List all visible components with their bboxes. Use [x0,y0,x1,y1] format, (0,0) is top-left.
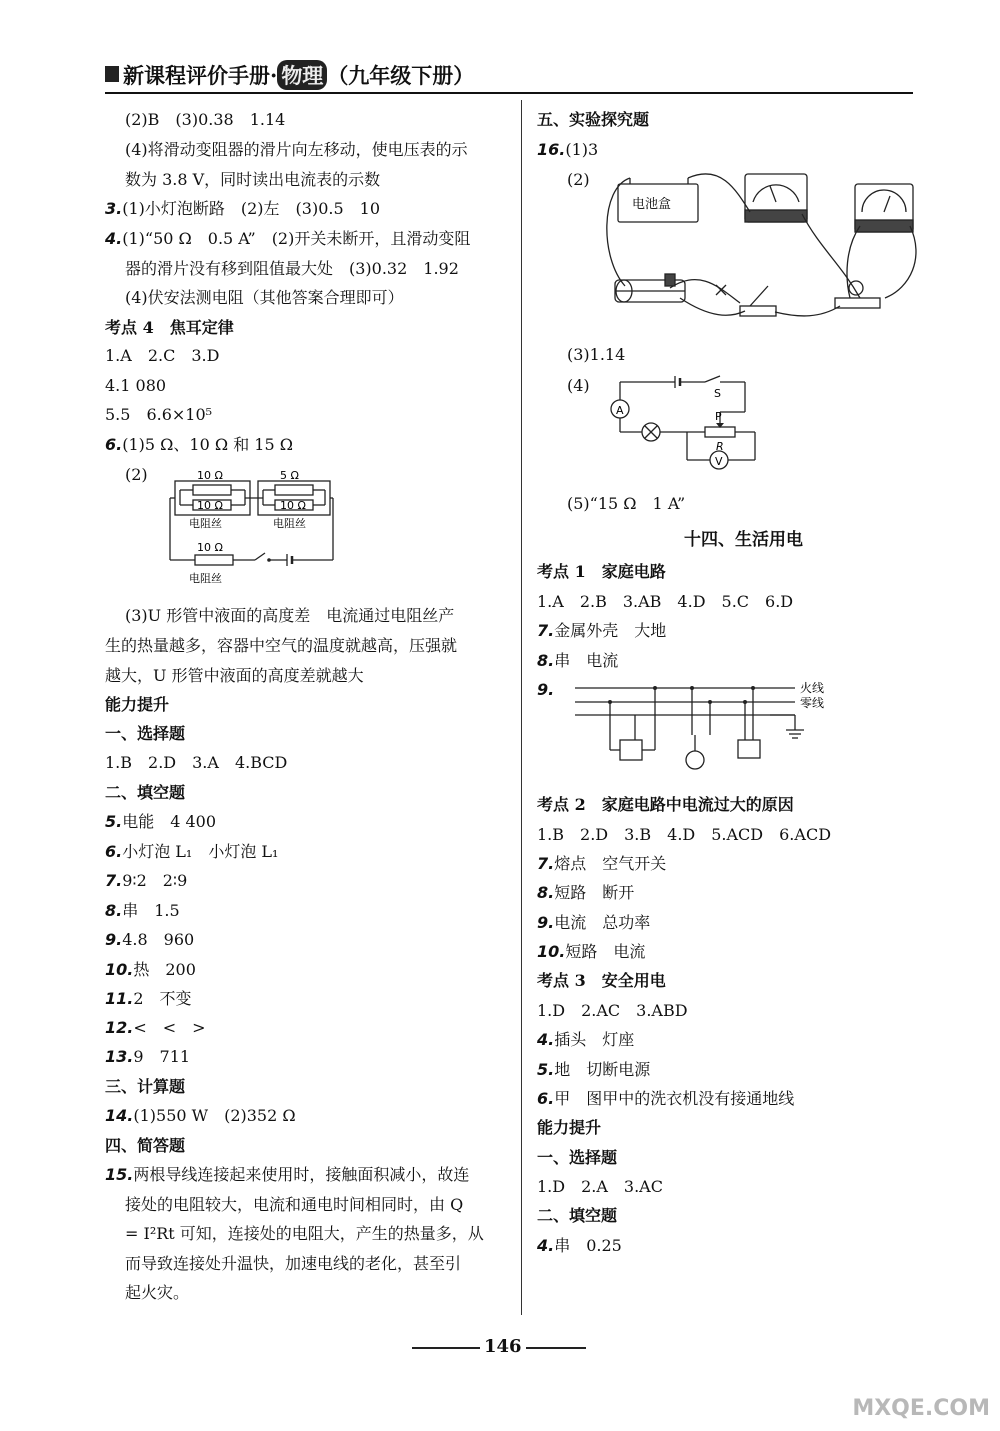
book-icon [105,66,119,82]
schematic-diagram [605,372,765,482]
section-heading: 考点 4 焦耳定律 [105,318,234,337]
section-heading: 二、填空题 [537,1206,618,1225]
answer-line: 1.A 2.B 3.AB 4.D 5.C 6.D [537,592,794,611]
resistor-label: 5 Ω [280,469,299,482]
voltmeter-symbol: V [715,455,723,468]
answer-line: 6.小灯泡 L₁ 小灯泡 L₁ [105,842,279,861]
text-line: 数为 3.8 V，同时读出电流表的示数 [125,170,381,189]
subject-badge: 物理 [277,60,327,90]
watermark: MXQE.COM [852,1396,990,1421]
answer-line: 8.短路 断开 [537,883,635,902]
answer-line: 5.电能 4 400 [105,812,217,831]
page-footer [0,1330,1000,1370]
answer-line: 10.热 200 [105,960,196,979]
section-heading: 四、简答题 [105,1136,186,1155]
text-line: (3)U 形管中液面的高度差 电流通过电阻丝产 [125,606,455,625]
section-heading: 能力提升 [105,695,170,714]
live-wire-label: 火线 [800,681,825,695]
text-line: (4) [567,376,590,395]
text-line: (5)“15 Ω 1 A” [567,494,686,513]
text-line: (3)1.14 [567,345,626,364]
column-divider [521,100,522,1315]
answer-line: 11.2 不变 [105,989,192,1008]
answer-line: 3.(1)小灯泡断路 (2)左 (3)0.5 10 [105,199,381,218]
section-heading: 考点 3 安全用电 [537,971,666,990]
header-rule [105,92,913,94]
text-line: 接处的电阻较大，电流和通电时间相同时，由 Q [125,1195,464,1214]
footer-decoration [526,1347,586,1349]
page-header [105,60,905,92]
answer-line: 1.A 2.C 3.D [105,346,220,365]
text-line: 器的滑片没有移到阻值最大处 (3)0.32 1.92 [125,259,459,278]
text-line: (2) [567,170,590,189]
page-number: 146 [484,1336,522,1357]
joule-circuit-diagram [165,458,335,588]
answer-line: 1.B 2.D 3.B 4.D 5.ACD 6.ACD [537,825,832,844]
wire-label: 电阻丝 [189,572,222,585]
text-line: (2) [125,465,148,484]
answer-line: 9.4.8 960 [105,930,195,949]
text-line: 越大，U 形管中液面的高度差就越大 [105,666,364,685]
text-line: (2)B (3)0.38 1.14 [125,110,286,129]
text-line: = I²Rt 可知，连接处的电阻大，产生的热量多，从 [125,1224,484,1243]
answer-line: 1.D 2.A 3.AC [537,1177,663,1196]
footer-decoration [412,1347,480,1349]
answer-line: 7.金属外壳 大地 [537,621,667,640]
answer-line: 4.插头 灯座 [537,1030,635,1049]
text-line: (4)伏安法测电阻（其他答案合理即可） [125,288,404,307]
answer-line: 6.甲 图甲中的洗衣机没有接通地线 [537,1089,795,1108]
header-title: 新课程评价手册· 物理 （九年级下册） [123,60,474,90]
section-heading: 二、填空题 [105,783,186,802]
answer-line: 9.电流 总功率 [537,913,651,932]
wire-label: 电阻丝 [189,517,222,530]
answer-line: 4.串 0.25 [537,1236,622,1255]
answer-line: 14.(1)550 W (2)352 Ω [105,1106,296,1125]
section-heading: 考点 1 家庭电路 [537,562,666,581]
rheostat-label: R [716,440,724,453]
experiment-circuit-diagram [610,168,920,338]
answer-line: 4.1 080 [105,376,167,395]
answer-line: 6.(1)5 Ω、10 Ω 和 15 Ω [105,435,294,454]
answer-line: 5.5 6.6×10⁵ [105,405,213,424]
answer-line: 16.(1)3 [537,140,599,159]
section-heading: 一、选择题 [537,1148,618,1167]
answer-line: 5.地 切断电源 [537,1060,651,1079]
answer-line: 1.B 2.D 3.A 4.BCD [105,753,288,772]
answer-line: 12.< < > [105,1018,206,1037]
resistor-label: 10 Ω [197,541,223,554]
household-wiring-diagram [570,680,850,775]
answer-line: 7.9∶2 2∶9 [105,871,188,890]
resistor-label: 10 Ω [197,499,223,512]
answer-line: 10.短路 电流 [537,942,646,961]
section-heading: 一、选择题 [105,724,186,743]
text-line: 而导致连接处升温快，加速电线的老化，甚至引 [125,1254,462,1273]
answer-line: 13.9 711 [105,1047,191,1066]
answer-line: 7.熔点 空气开关 [537,854,667,873]
chapter-heading: 十四、生活用电 [684,530,803,550]
ammeter-symbol: A [616,404,624,417]
answer-line: 8.串 1.5 [105,901,180,920]
section-heading: 能力提升 [537,1118,602,1137]
neutral-wire-label: 零线 [800,696,825,710]
section-heading: 三、计算题 [105,1077,186,1096]
answer-line: 9. [537,680,555,699]
resistor-label: 10 Ω [280,499,306,512]
answer-line: 8.串 电流 [537,651,619,670]
section-heading: 考点 2 家庭电路中电流过大的原因 [537,795,794,814]
text-line: 生的热量越多，容器中空气的温度就越高，压强就 [105,636,458,655]
battery-box-label: 电池盒 [632,197,672,212]
switch-label: S [714,387,721,400]
answer-line: 1.D 2.AC 3.ABD [537,1001,688,1020]
answer-line: 4.(1)“50 Ω 0.5 A” (2)开关未断开，且滑动变阻 [105,229,471,248]
answer-line: 15.两根导线连接起来使用时，接触面积减小，故连 [105,1165,470,1184]
text-line: (4)将滑动变阻器的滑片向左移动，使电压表的示 [125,140,468,159]
text-line: 起火灾。 [125,1283,190,1302]
resistor-label: 10 Ω [197,469,223,482]
wire-label: 电阻丝 [273,517,306,530]
section-heading: 五、实验探究题 [537,110,650,129]
slider-label: P [715,410,722,423]
